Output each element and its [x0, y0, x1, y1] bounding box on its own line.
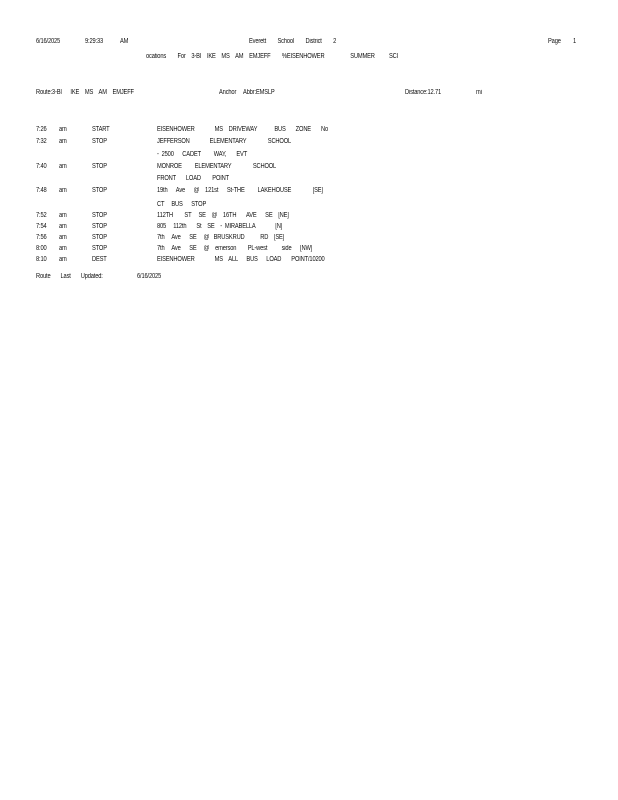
stop-type: STOP [92, 234, 107, 241]
distance-label: Distance:12.71 [405, 89, 442, 96]
stop-ampm: am [59, 126, 67, 133]
stop-description-cont: FRONT LOAD POINT [157, 175, 230, 182]
stop-type: STOP [92, 187, 107, 194]
page-number: 1 [573, 38, 577, 45]
stop-type: STOP [92, 163, 107, 170]
page-label: Page [548, 38, 561, 45]
report-time: 9:29:33 [85, 38, 104, 45]
stop-description: EISENHOWER MS ALL BUS LOAD POINT/10200 [157, 256, 325, 263]
stop-ampm: am [59, 163, 67, 170]
stop-ampm: am [59, 256, 67, 263]
stop-time: 7:56 [36, 234, 47, 241]
stop-description: 7th Ave SE @ BRUSKRUD RD [SE] [157, 234, 285, 241]
stop-ampm: am [59, 138, 67, 145]
locations-line: ocations For 3-BI IKE MS AM EMJEFF %EISENHOWER SUMMER SCI [146, 53, 399, 60]
stop-description-cont: - 2500 CADET WAY, EVT [157, 151, 248, 158]
stop-description: EISENHOWER MS DRIVEWAY BUS ZONE No [157, 126, 328, 133]
stop-time: 7:52 [36, 212, 47, 219]
route-label: Route:3-BI IKE MS AM EMJEFF [36, 89, 134, 96]
stop-time: 7:32 [36, 138, 47, 145]
stop-description: 805 112th St SE - MIRABELLA [N] [157, 223, 283, 230]
stop-type: DEST [92, 256, 107, 263]
district-title: Everett School District 2 [249, 38, 337, 45]
stop-time: 8:10 [36, 256, 47, 263]
stop-description: 19th Ave @ 121st St-THE LAKEHOUSE [SE] [157, 187, 323, 194]
stop-type: STOP [92, 138, 107, 145]
stop-type: STOP [92, 245, 107, 252]
stop-time: 7:40 [36, 163, 47, 170]
stop-time: 7:26 [36, 126, 47, 133]
stop-type: STOP [92, 223, 107, 230]
stop-ampm: am [59, 245, 67, 252]
stop-ampm: am [59, 212, 67, 219]
stop-time: 7:54 [36, 223, 47, 230]
stop-ampm: am [59, 187, 67, 194]
footer-date: 6/16/2025 [137, 273, 162, 280]
report-ampm: AM [120, 38, 129, 45]
stop-ampm: am [59, 223, 67, 230]
anchor-label: Anchor Abbr:EMSLP [219, 89, 275, 96]
stop-description-cont: CT BUS STOP [157, 201, 207, 208]
report-date: 6/16/2025 [36, 38, 61, 45]
stop-description: 7th Ave SE @ emerson PL-west side [NW] [157, 245, 313, 252]
stop-time: 7:48 [36, 187, 47, 194]
stop-ampm: am [59, 234, 67, 241]
stop-description: 112TH ST SE @ 16TH AVE SE [NE] [157, 212, 289, 219]
stop-time: 8:00 [36, 245, 47, 252]
footer-label: Route Last Updated: [36, 273, 103, 280]
stop-description: MONROE ELEMENTARY SCHOOL [157, 163, 277, 170]
stop-description: JEFFERSON ELEMENTARY SCHOOL [157, 138, 292, 145]
distance-unit: mi [476, 89, 482, 96]
stop-type: STOP [92, 212, 107, 219]
stop-type: START [92, 126, 110, 133]
